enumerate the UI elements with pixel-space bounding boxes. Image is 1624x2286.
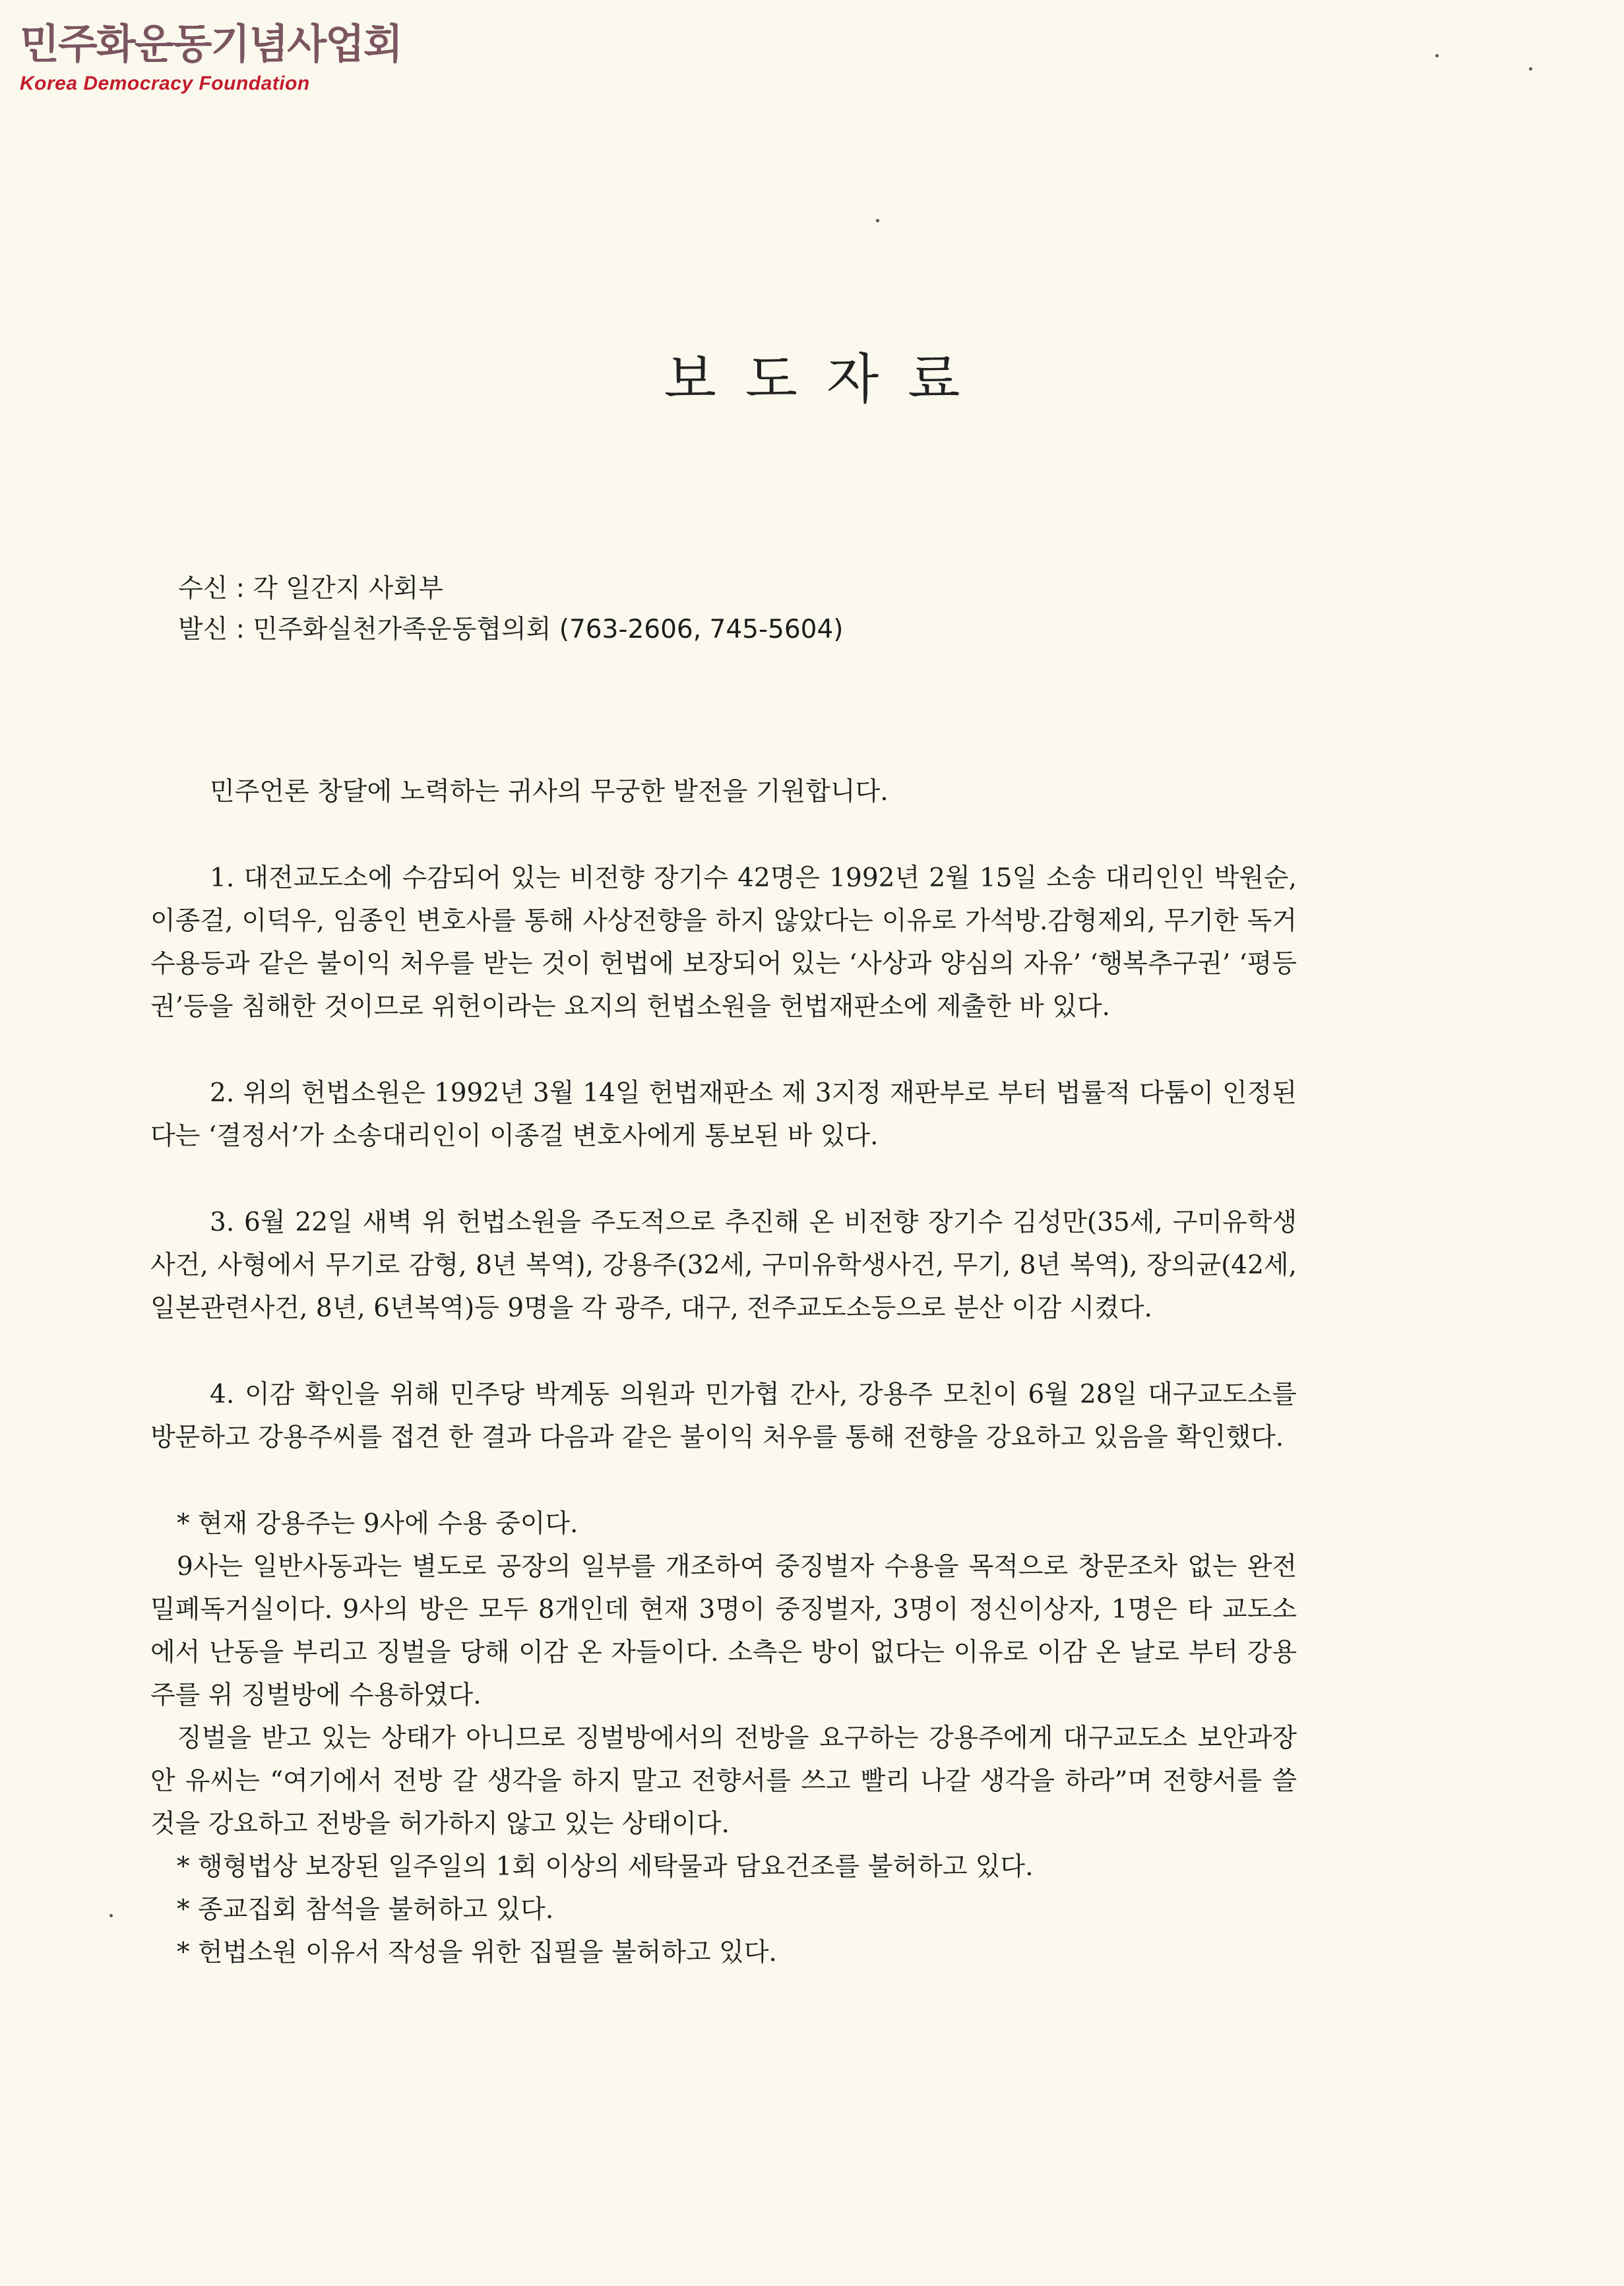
item-2-paragraph: 2. 위의 헌법소원은 1992년 3월 14일 헌법재판소 제 3지정 재판부로 부터 법률적 다툼이 인정된다는 ‘결정서’가 소송대리인이 이종걸 변호사에게 통보된 바 있다. xyxy=(150,1078,1297,1151)
note-3: * 종교집회 참석을 불허하고 있다. xyxy=(177,1895,554,1925)
note-1-detail: 9사는 일반사동과는 별도로 공장의 일부를 개조하여 중징벌자 수용을 목적으로 창문조차 없는 완전 밀폐독거실이다. 9사의 방은 모두 8개인데 현재 3명이 중징벌자, 3명이 정신이상자, 1명은 타 교도소에서 난동을 부리고 징벌을 당해 이감 온 자들이다. 소측은 방이 없다는 이유로 이감 온 날로 부터 강용주를 위 징벌방에 수용하였다. xyxy=(150,1552,1297,1710)
logo-english-text: Korea Democracy Foundation xyxy=(20,73,310,94)
item-4-paragraph: 4. 이감 확인을 위해 민주당 박계동 의원과 민가협 간사, 강용주 모친이 6월 28일 대구교도소를 방문하고 강용주씨를 접견 한 결과 다음과 같은 불이익 처우를 통해 전향을 강요하고 있음을 확인했다. xyxy=(150,1380,1297,1452)
note-2: * 행형법상 보장된 일주일의 1회 이상의 세탁물과 담요건조를 불허하고 있다. xyxy=(177,1852,1034,1882)
note-1-heading: * 현재 강용주는 9사에 수용 중이다. xyxy=(177,1509,578,1539)
document-title: 보도자료 xyxy=(664,348,989,411)
note-1-detail-2: 징벌을 받고 있는 상태가 아니므로 징벌방에서의 전방을 요구하는 강용주에게 대구교도소 보안과장 안 유씨는 “여기에서 전방 갈 생각을 하지 말고 전향서를 쓰고 빨리 나갈 생각을 하라”며 전향서를 쓸 것을 강요하고 전방을 허가하지 않고 있는 상태이다. xyxy=(150,1723,1297,1839)
sender-line: 발신 : 민주화실천가족운동협의회 (763-2606, 745-5604) xyxy=(178,615,844,644)
scan-speck xyxy=(876,219,879,222)
greeting-paragraph: 민주언론 창달에 노력하는 귀사의 무궁한 발전을 기원합니다. xyxy=(210,777,889,807)
address-block xyxy=(178,569,844,650)
recipient-line: 수신 : 각 일간지 사회부 xyxy=(178,574,443,603)
foundation-logo xyxy=(20,20,402,95)
logo-korean-text: 민주화운동기념사업회 xyxy=(20,20,402,68)
document-body xyxy=(150,770,1297,1974)
item-3-paragraph: 3. 6월 22일 새벽 위 헌법소원을 주도적으로 추진해 온 비전향 장기수 김성만(35세, 구미유학생 사건, 사형에서 무기로 감형, 8년 복역), 강용주(32세, 구미유학생사건, 무기, 8년 복역), 장의균(42세, 일본관련사건, 8년, 6년복역)등 9명을 각 광주, 대구, 전주교도소등으로 분산 이감 시켰다. xyxy=(150,1208,1297,1323)
item-1-paragraph: 1. 대전교도소에 수감되어 있는 비전향 장기수 42명은 1992년 2월 15일 소송 대리인인 박원순, 이종걸, 이덕우, 임종인 변호사를 통해 사상전향을 하지 않았다는 이유로 가석방.감형제외, 무기한 독거수용등과 같은 불이익 처우를 받는 것이 헌법에 보장되어 있는 ‘사상과 양심의 자유’ ‘행복추구권’ ‘평등권’등을 침해한 것이므로 위헌이라는 요지의 헌법소원을 헌법재판소에 제출한 바 있다. xyxy=(150,863,1297,1022)
scan-speck xyxy=(109,1914,113,1917)
scan-speck xyxy=(1529,67,1532,71)
scan-speck xyxy=(1435,54,1439,57)
note-4: * 헌법소원 이유서 작성을 위한 집필을 불허하고 있다. xyxy=(177,1938,777,1967)
